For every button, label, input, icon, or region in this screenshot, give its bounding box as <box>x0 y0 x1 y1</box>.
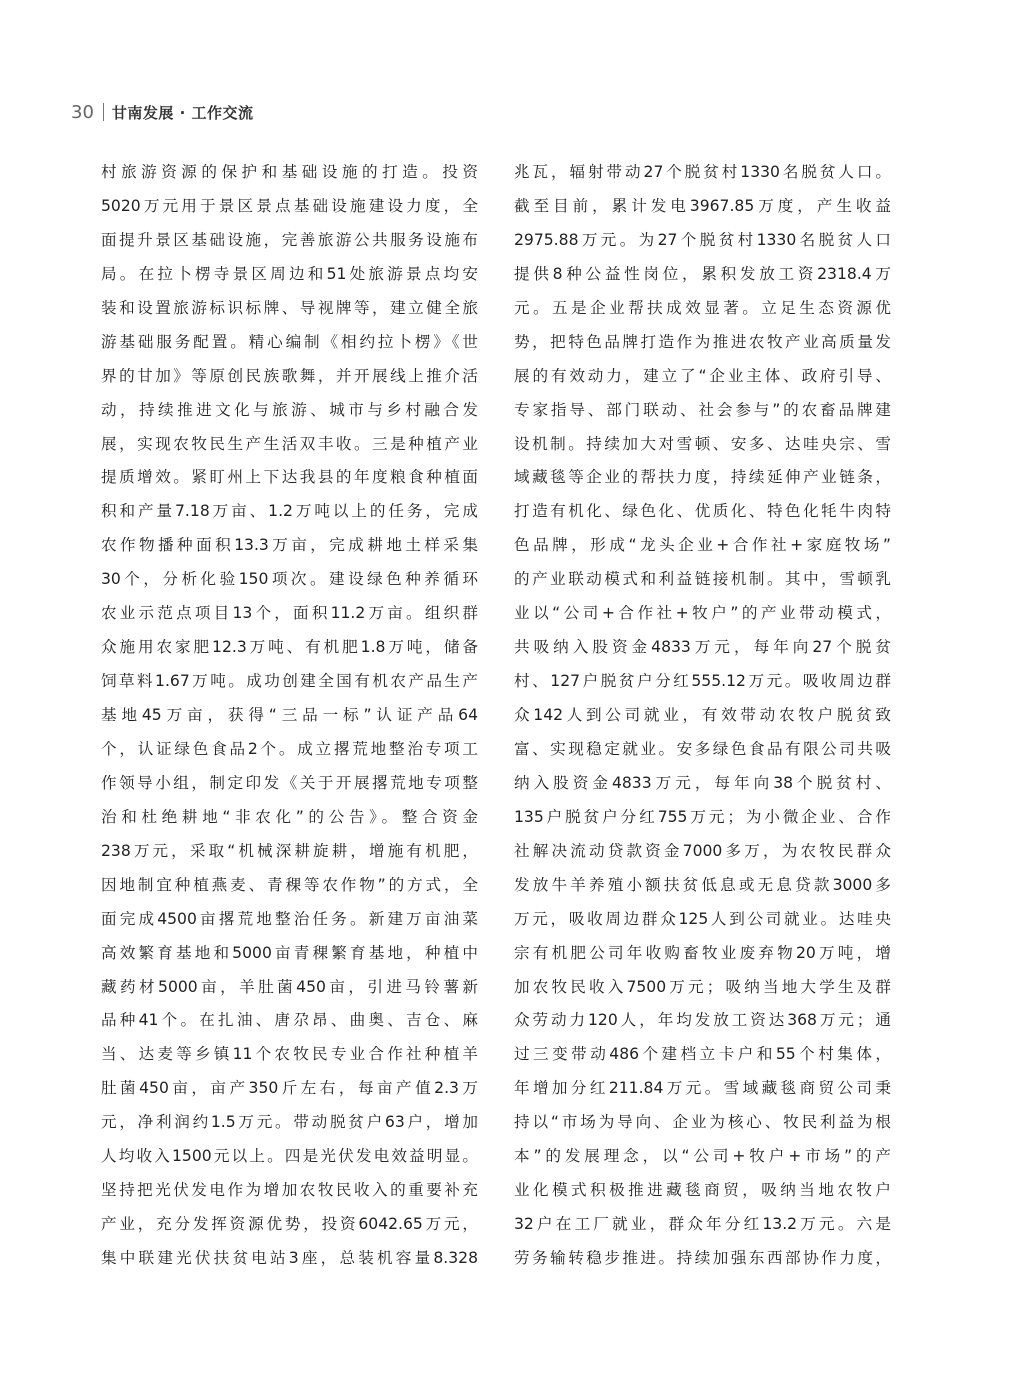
text-line: 兆瓦，辐射带动27个脱贫村1330名脱贫人口。 <box>514 163 891 181</box>
text-line: 展的有效动力，建立了“企业主体、政府引导、 <box>514 366 891 385</box>
text-line: 产业，充分发挥资源优势，投资6042.65万元， <box>101 1215 478 1234</box>
text-line: 品种41个。在扎油、唐尕昂、曲奥、吉仓、麻 <box>101 1011 478 1030</box>
text-line: 展，实现农牧民生产生活双丰收。三是种植产业 <box>101 434 478 453</box>
text-line: 的产业联动模式和利益链接机制。其中，雪顿乳 <box>514 570 891 589</box>
text-line: 集中联建光伏扶贫电站3座，总装机容量8.328 <box>101 1249 478 1267</box>
text-line: 农作物播种面积13.3万亩，完成耕地土样采集 <box>101 536 478 555</box>
text-line: 农业示范点项目13个，面积11.2万亩。组织群 <box>101 604 478 623</box>
text-line: 动，持续推进文化与旅游、城市与乡村融合发 <box>101 400 478 419</box>
running-header <box>71 100 254 124</box>
text-line: 局。在拉卜楞寺景区周边和51处旅游景点均安 <box>101 264 478 283</box>
text-line: 32户在工厂就业，群众年分红13.2万元。六是 <box>514 1215 891 1234</box>
text-line: 万元，吸收周边群众125人到公司就业。达哇央 <box>514 909 891 928</box>
text-line: 元。五是企业帮扶成效显著。立足生态资源优 <box>514 298 891 317</box>
text-line: 共吸纳入股资金4833万元，每年向27个脱贫 <box>514 638 891 657</box>
page-number: 30 <box>71 101 94 123</box>
text-line: 个，认证绿色食品2个。成立撂荒地整治专项工 <box>101 739 478 758</box>
text-line: 本”的发展理念，以“公司+牧户+市场”的产 <box>514 1147 891 1166</box>
text-line: 面完成4500亩撂荒地整治任务。新建万亩油菜 <box>101 909 478 928</box>
text-line: 众142人到公司就业，有效带动农牧户脱贫致 <box>514 706 891 724</box>
text-line: 肚菌450亩，亩产350斤左右，每亩产值2.3万 <box>101 1079 478 1098</box>
text-line: 元，净利润约1.5万元。带动脱贫户63户，增加 <box>101 1113 478 1132</box>
text-line: 域藏毯等企业的帮扶力度，持续延伸产业链条， <box>514 468 891 487</box>
text-line: 游基础服务配置。精心编制《相约拉卜楞》《世 <box>101 332 478 351</box>
text-line: 饲草料1.67万吨。成功创建全国有机农产品生产 <box>101 672 478 691</box>
text-line: 业以“公司+合作社+牧户”的产业带动模式， <box>514 604 891 623</box>
text-line: 社解决流动贷款资金7000多万，为农牧民群众 <box>514 841 891 860</box>
text-line: 高效繁育基地和5000亩青稞繁育基地，种植中 <box>101 943 478 962</box>
text-line: 因地制宜种植燕麦、青稞等农作物”的方式，全 <box>101 875 478 894</box>
text-line: 富、实现稳定就业。安多绿色食品有限公司共吸 <box>514 739 891 758</box>
text-line: 积和产量7.18万亩、1.2万吨以上的任务，完成 <box>101 502 478 521</box>
text-line: 截至目前，累计发电3967.85万度，产生收益 <box>514 196 891 215</box>
text-line: 年增加分红211.84万元。雪域藏毯商贸公司秉 <box>514 1079 891 1098</box>
text-line: 135户脱贫户分红755万元；为小微企业、合作 <box>514 807 891 826</box>
text-line: 藏药材5000亩，羊肚菌450亩，引进马铃薯新 <box>101 977 478 996</box>
text-line: 纳入股资金4833万元，每年向38个脱贫村、 <box>514 773 891 792</box>
text-line: 提质增效。紧盯州上下达我县的年度粮食种植面 <box>101 468 478 487</box>
text-line: 装和设置旅游标识标牌、导视牌等，建立健全旅 <box>101 298 478 317</box>
text-line: 设机制。持续加大对雪顿、安多、达哇央宗、雪 <box>514 434 891 453</box>
text-line: 势，把特色品牌打造作为推进农牧产业高质量发 <box>514 332 891 351</box>
text-line: 宗有机肥公司年收购畜牧业废弃物20万吨，增 <box>514 943 891 962</box>
text-line: 30个，分析化验150项次。建设绿色种养循环 <box>101 570 478 589</box>
text-line: 当、达麦等乡镇11个农牧民专业合作社种植羊 <box>101 1045 478 1064</box>
text-line: 坚持把光伏发电作为增加农牧民收入的重要补充 <box>101 1181 478 1200</box>
text-line: 专家指导、部门联动、社会参与”的农畜品牌建 <box>514 400 891 419</box>
right-text-column <box>514 156 891 1276</box>
text-line: 发放牛羊养殖小额扶贫低息或无息贷款3000多 <box>514 875 891 894</box>
text-line: 过三变带动486个建档立卡户和55个村集体， <box>514 1045 891 1064</box>
text-line: 作领导小组，制定印发《关于开展撂荒地专项整 <box>101 773 478 792</box>
header-divider <box>103 103 104 121</box>
text-line: 业化模式积极推进藏毯商贸，吸纳当地农牧户 <box>514 1181 891 1200</box>
text-line: 劳务输转稳步推进。持续加强东西部协作力度， <box>514 1249 891 1267</box>
text-line: 5020万元用于景区景点基础设施建设力度，全 <box>101 196 478 215</box>
text-line: 治和杜绝耕地“非农化”的公告》。整合资金 <box>101 807 478 826</box>
journal-title: 甘南发展 · 工作交流 <box>111 103 254 122</box>
text-line: 2975.88万元。为27个脱贫村1330名脱贫人口 <box>514 230 891 249</box>
text-line: 打造有机化、绿色化、优质化、特色化牦牛肉特 <box>514 502 891 521</box>
text-line: 面提升景区基础设施，完善旅游公共服务设施布 <box>101 230 478 249</box>
text-line: 村、127户脱贫户分红555.12万元。吸收周边群 <box>514 672 891 691</box>
text-line: 色品牌，形成“龙头企业+合作社+家庭牧场” <box>514 536 891 555</box>
text-line: 加农牧民收入7500万元；吸纳当地大学生及群 <box>514 977 891 996</box>
text-line: 人均收入1500元以上。四是光伏发电效益明显。 <box>101 1147 478 1166</box>
left-text-column <box>101 156 478 1276</box>
text-line: 基地45万亩，获得“三品一标”认证产品64 <box>101 706 478 724</box>
text-line: 众施用农家肥12.3万吨、有机肥1.8万吨，储备 <box>101 638 478 657</box>
text-line: 提供8种公益性岗位，累积发放工资2318.4万 <box>514 264 891 283</box>
text-line: 界的甘加》等原创民族歌舞，并开展线上推介活 <box>101 366 478 385</box>
text-line: 238万元，采取“机械深耕旋耕，增施有机肥， <box>101 841 478 860</box>
text-line: 众劳动力120人，年均发放工资达368万元；通 <box>514 1011 891 1030</box>
text-line: 村旅游资源的保护和基础设施的打造。投资 <box>101 163 478 181</box>
text-line: 持以“市场为导向、企业为核心、牧民利益为根 <box>514 1113 891 1132</box>
